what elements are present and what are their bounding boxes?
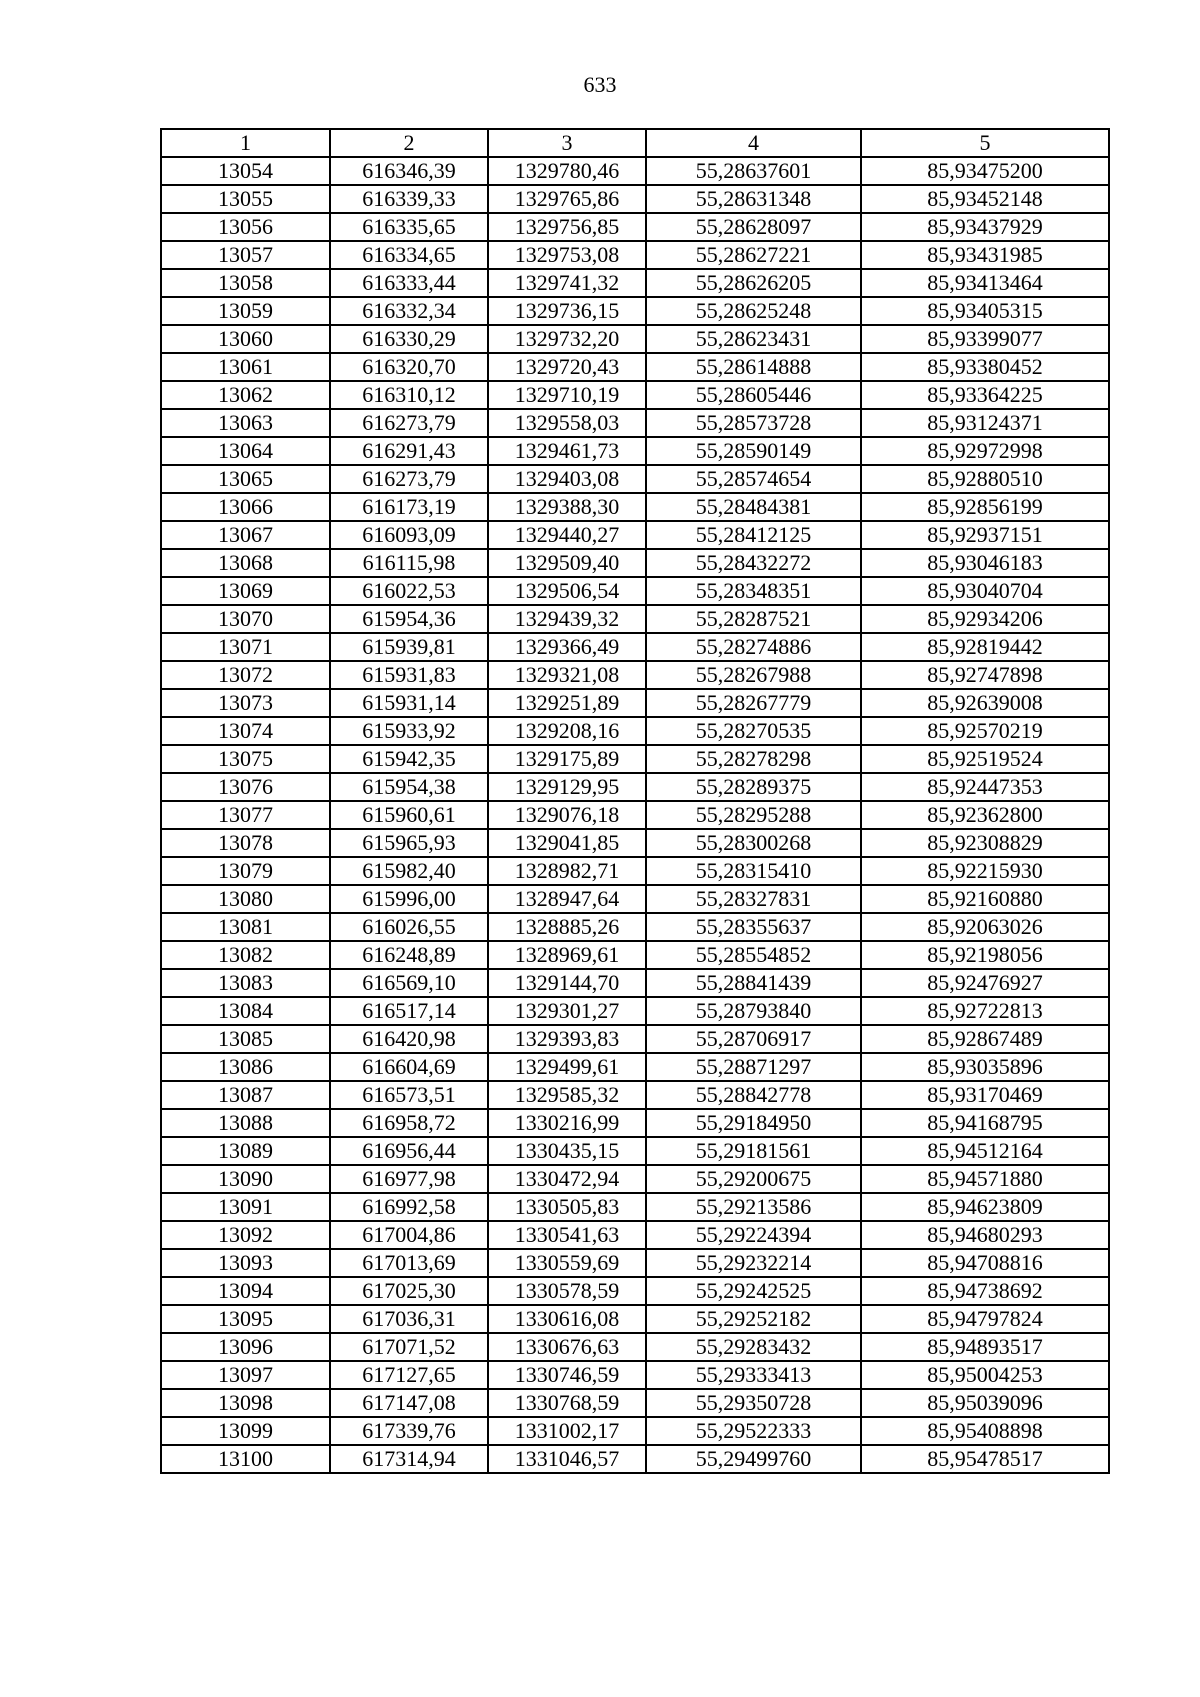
longitude-cell: 85,93399077 bbox=[861, 325, 1109, 353]
point-number-cell: 13075 bbox=[161, 745, 330, 773]
longitude-cell: 85,92722813 bbox=[861, 997, 1109, 1025]
table-row bbox=[161, 1333, 1109, 1361]
latitude-cell: 55,28289375 bbox=[646, 773, 861, 801]
y-coordinate-cell: 1329780,46 bbox=[488, 157, 646, 185]
y-coordinate-cell: 1329585,32 bbox=[488, 1081, 646, 1109]
y-coordinate-cell: 1329175,89 bbox=[488, 745, 646, 773]
x-coordinate-cell: 616330,29 bbox=[330, 325, 488, 353]
y-coordinate-cell: 1329710,19 bbox=[488, 381, 646, 409]
longitude-cell: 85,94168795 bbox=[861, 1109, 1109, 1137]
x-coordinate-cell: 616420,98 bbox=[330, 1025, 488, 1053]
y-coordinate-cell: 1329393,83 bbox=[488, 1025, 646, 1053]
latitude-cell: 55,28270535 bbox=[646, 717, 861, 745]
latitude-cell: 55,28315410 bbox=[646, 857, 861, 885]
point-number-cell: 13074 bbox=[161, 717, 330, 745]
y-coordinate-cell: 1329558,03 bbox=[488, 409, 646, 437]
y-coordinate-cell: 1330505,83 bbox=[488, 1193, 646, 1221]
latitude-cell: 55,29283432 bbox=[646, 1333, 861, 1361]
x-coordinate-cell: 616977,98 bbox=[330, 1165, 488, 1193]
latitude-cell: 55,29252182 bbox=[646, 1305, 861, 1333]
point-number-cell: 13100 bbox=[161, 1445, 330, 1473]
latitude-cell: 55,28573728 bbox=[646, 409, 861, 437]
longitude-cell: 85,94738692 bbox=[861, 1277, 1109, 1305]
table-row bbox=[161, 829, 1109, 857]
table-row bbox=[161, 353, 1109, 381]
x-coordinate-cell: 615954,38 bbox=[330, 773, 488, 801]
x-coordinate-cell: 615965,93 bbox=[330, 829, 488, 857]
x-coordinate-cell: 616573,51 bbox=[330, 1081, 488, 1109]
longitude-cell: 85,93475200 bbox=[861, 157, 1109, 185]
column-header-2: 2 bbox=[330, 129, 488, 157]
longitude-cell: 85,93405315 bbox=[861, 297, 1109, 325]
table-row bbox=[161, 437, 1109, 465]
y-coordinate-cell: 1329461,73 bbox=[488, 437, 646, 465]
latitude-cell: 55,28574654 bbox=[646, 465, 861, 493]
point-number-cell: 13063 bbox=[161, 409, 330, 437]
x-coordinate-cell: 617036,31 bbox=[330, 1305, 488, 1333]
table-row bbox=[161, 717, 1109, 745]
point-number-cell: 13073 bbox=[161, 689, 330, 717]
longitude-cell: 85,92362800 bbox=[861, 801, 1109, 829]
latitude-cell: 55,29350728 bbox=[646, 1389, 861, 1417]
longitude-cell: 85,95478517 bbox=[861, 1445, 1109, 1473]
y-coordinate-cell: 1330541,63 bbox=[488, 1221, 646, 1249]
x-coordinate-cell: 616026,55 bbox=[330, 913, 488, 941]
latitude-cell: 55,28412125 bbox=[646, 521, 861, 549]
y-coordinate-cell: 1329499,61 bbox=[488, 1053, 646, 1081]
table-row bbox=[161, 549, 1109, 577]
point-number-cell: 13085 bbox=[161, 1025, 330, 1053]
y-coordinate-cell: 1329041,85 bbox=[488, 829, 646, 857]
longitude-cell: 85,94512164 bbox=[861, 1137, 1109, 1165]
point-number-cell: 13058 bbox=[161, 269, 330, 297]
latitude-cell: 55,29200675 bbox=[646, 1165, 861, 1193]
point-number-cell: 13076 bbox=[161, 773, 330, 801]
point-number-cell: 13082 bbox=[161, 941, 330, 969]
longitude-cell: 85,94708816 bbox=[861, 1249, 1109, 1277]
x-coordinate-cell: 617025,30 bbox=[330, 1277, 488, 1305]
latitude-cell: 55,28871297 bbox=[646, 1053, 861, 1081]
x-coordinate-cell: 615933,92 bbox=[330, 717, 488, 745]
longitude-cell: 85,92519524 bbox=[861, 745, 1109, 773]
y-coordinate-cell: 1329741,32 bbox=[488, 269, 646, 297]
longitude-cell: 85,92198056 bbox=[861, 941, 1109, 969]
x-coordinate-cell: 616310,12 bbox=[330, 381, 488, 409]
y-coordinate-cell: 1329208,16 bbox=[488, 717, 646, 745]
table-row bbox=[161, 1025, 1109, 1053]
latitude-cell: 55,28627221 bbox=[646, 241, 861, 269]
y-coordinate-cell: 1330559,69 bbox=[488, 1249, 646, 1277]
x-coordinate-cell: 616569,10 bbox=[330, 969, 488, 997]
latitude-cell: 55,29184950 bbox=[646, 1109, 861, 1137]
latitude-cell: 55,28432272 bbox=[646, 549, 861, 577]
point-number-cell: 13068 bbox=[161, 549, 330, 577]
x-coordinate-cell: 616093,09 bbox=[330, 521, 488, 549]
point-number-cell: 13057 bbox=[161, 241, 330, 269]
x-coordinate-cell: 616115,98 bbox=[330, 549, 488, 577]
point-number-cell: 13078 bbox=[161, 829, 330, 857]
longitude-cell: 85,92215930 bbox=[861, 857, 1109, 885]
longitude-cell: 85,92867489 bbox=[861, 1025, 1109, 1053]
point-number-cell: 13065 bbox=[161, 465, 330, 493]
table-row bbox=[161, 1109, 1109, 1137]
table-row bbox=[161, 773, 1109, 801]
point-number-cell: 13059 bbox=[161, 297, 330, 325]
x-coordinate-cell: 615931,83 bbox=[330, 661, 488, 689]
x-coordinate-cell: 617004,86 bbox=[330, 1221, 488, 1249]
x-coordinate-cell: 615954,36 bbox=[330, 605, 488, 633]
y-coordinate-cell: 1329736,15 bbox=[488, 297, 646, 325]
latitude-cell: 55,28287521 bbox=[646, 605, 861, 633]
x-coordinate-cell: 616273,79 bbox=[330, 409, 488, 437]
y-coordinate-cell: 1330216,99 bbox=[488, 1109, 646, 1137]
longitude-cell: 85,94571880 bbox=[861, 1165, 1109, 1193]
latitude-cell: 55,28348351 bbox=[646, 577, 861, 605]
x-coordinate-cell: 616173,19 bbox=[330, 493, 488, 521]
table-row bbox=[161, 1221, 1109, 1249]
table-row bbox=[161, 1249, 1109, 1277]
point-number-cell: 13094 bbox=[161, 1277, 330, 1305]
y-coordinate-cell: 1329301,27 bbox=[488, 997, 646, 1025]
longitude-cell: 85,92063026 bbox=[861, 913, 1109, 941]
x-coordinate-cell: 616248,89 bbox=[330, 941, 488, 969]
y-coordinate-cell: 1329732,20 bbox=[488, 325, 646, 353]
longitude-cell: 85,94680293 bbox=[861, 1221, 1109, 1249]
y-coordinate-cell: 1329129,95 bbox=[488, 773, 646, 801]
x-coordinate-cell: 616022,53 bbox=[330, 577, 488, 605]
latitude-cell: 55,28355637 bbox=[646, 913, 861, 941]
latitude-cell: 55,29232214 bbox=[646, 1249, 861, 1277]
latitude-cell: 55,28300268 bbox=[646, 829, 861, 857]
latitude-cell: 55,28625248 bbox=[646, 297, 861, 325]
table-row bbox=[161, 857, 1109, 885]
latitude-cell: 55,28274886 bbox=[646, 633, 861, 661]
x-coordinate-cell: 616517,14 bbox=[330, 997, 488, 1025]
point-number-cell: 13054 bbox=[161, 157, 330, 185]
column-header-5: 5 bbox=[861, 129, 1109, 157]
point-number-cell: 13079 bbox=[161, 857, 330, 885]
point-number-cell: 13097 bbox=[161, 1361, 330, 1389]
y-coordinate-cell: 1329388,30 bbox=[488, 493, 646, 521]
table-row bbox=[161, 1277, 1109, 1305]
latitude-cell: 55,28706917 bbox=[646, 1025, 861, 1053]
latitude-cell: 55,28327831 bbox=[646, 885, 861, 913]
table-row bbox=[161, 745, 1109, 773]
x-coordinate-cell: 616992,58 bbox=[330, 1193, 488, 1221]
x-coordinate-cell: 617339,76 bbox=[330, 1417, 488, 1445]
longitude-cell: 85,92639008 bbox=[861, 689, 1109, 717]
x-coordinate-cell: 616958,72 bbox=[330, 1109, 488, 1137]
point-number-cell: 13090 bbox=[161, 1165, 330, 1193]
point-number-cell: 13091 bbox=[161, 1193, 330, 1221]
longitude-cell: 85,92937151 bbox=[861, 521, 1109, 549]
table-row bbox=[161, 1165, 1109, 1193]
table-row bbox=[161, 1193, 1109, 1221]
longitude-cell: 85,93035896 bbox=[861, 1053, 1109, 1081]
table-row bbox=[161, 1081, 1109, 1109]
longitude-cell: 85,92308829 bbox=[861, 829, 1109, 857]
table-row bbox=[161, 1445, 1109, 1473]
longitude-cell: 85,92476927 bbox=[861, 969, 1109, 997]
y-coordinate-cell: 1331046,57 bbox=[488, 1445, 646, 1473]
longitude-cell: 85,93380452 bbox=[861, 353, 1109, 381]
y-coordinate-cell: 1330768,59 bbox=[488, 1389, 646, 1417]
x-coordinate-cell: 615942,35 bbox=[330, 745, 488, 773]
longitude-cell: 85,92570219 bbox=[861, 717, 1109, 745]
longitude-cell: 85,93413464 bbox=[861, 269, 1109, 297]
longitude-cell: 85,92160880 bbox=[861, 885, 1109, 913]
latitude-cell: 55,29181561 bbox=[646, 1137, 861, 1165]
x-coordinate-cell: 617071,52 bbox=[330, 1333, 488, 1361]
table-row bbox=[161, 213, 1109, 241]
y-coordinate-cell: 1329403,08 bbox=[488, 465, 646, 493]
latitude-cell: 55,28590149 bbox=[646, 437, 861, 465]
y-coordinate-cell: 1329321,08 bbox=[488, 661, 646, 689]
y-coordinate-cell: 1330578,59 bbox=[488, 1277, 646, 1305]
table-row bbox=[161, 885, 1109, 913]
y-coordinate-cell: 1329366,49 bbox=[488, 633, 646, 661]
x-coordinate-cell: 616291,43 bbox=[330, 437, 488, 465]
latitude-cell: 55,28295288 bbox=[646, 801, 861, 829]
table-row bbox=[161, 1361, 1109, 1389]
latitude-cell: 55,28614888 bbox=[646, 353, 861, 381]
x-coordinate-cell: 616334,65 bbox=[330, 241, 488, 269]
longitude-cell: 85,92934206 bbox=[861, 605, 1109, 633]
table-row bbox=[161, 521, 1109, 549]
latitude-cell: 55,28267779 bbox=[646, 689, 861, 717]
x-coordinate-cell: 615996,00 bbox=[330, 885, 488, 913]
table-row bbox=[161, 577, 1109, 605]
point-number-cell: 13080 bbox=[161, 885, 330, 913]
table-row bbox=[161, 941, 1109, 969]
longitude-cell: 85,92880510 bbox=[861, 465, 1109, 493]
point-number-cell: 13088 bbox=[161, 1109, 330, 1137]
point-number-cell: 13055 bbox=[161, 185, 330, 213]
y-coordinate-cell: 1329756,85 bbox=[488, 213, 646, 241]
point-number-cell: 13056 bbox=[161, 213, 330, 241]
y-coordinate-cell: 1328947,64 bbox=[488, 885, 646, 913]
longitude-cell: 85,92972998 bbox=[861, 437, 1109, 465]
column-header-4: 4 bbox=[646, 129, 861, 157]
point-number-cell: 13061 bbox=[161, 353, 330, 381]
table-row bbox=[161, 1137, 1109, 1165]
x-coordinate-cell: 617013,69 bbox=[330, 1249, 488, 1277]
point-number-cell: 13095 bbox=[161, 1305, 330, 1333]
table-row bbox=[161, 913, 1109, 941]
column-header-1: 1 bbox=[161, 129, 330, 157]
point-number-cell: 13067 bbox=[161, 521, 330, 549]
point-number-cell: 13072 bbox=[161, 661, 330, 689]
table-row bbox=[161, 969, 1109, 997]
latitude-cell: 55,28484381 bbox=[646, 493, 861, 521]
latitude-cell: 55,28631348 bbox=[646, 185, 861, 213]
longitude-cell: 85,93452148 bbox=[861, 185, 1109, 213]
point-number-cell: 13084 bbox=[161, 997, 330, 1025]
longitude-cell: 85,94797824 bbox=[861, 1305, 1109, 1333]
table-row bbox=[161, 1417, 1109, 1445]
y-coordinate-cell: 1329765,86 bbox=[488, 185, 646, 213]
latitude-cell: 55,28623431 bbox=[646, 325, 861, 353]
table-row bbox=[161, 325, 1109, 353]
table-row bbox=[161, 1305, 1109, 1333]
longitude-cell: 85,92447353 bbox=[861, 773, 1109, 801]
column-header-3: 3 bbox=[488, 129, 646, 157]
latitude-cell: 55,28605446 bbox=[646, 381, 861, 409]
point-number-cell: 13086 bbox=[161, 1053, 330, 1081]
latitude-cell: 55,29242525 bbox=[646, 1277, 861, 1305]
x-coordinate-cell: 616346,39 bbox=[330, 157, 488, 185]
table-row bbox=[161, 605, 1109, 633]
x-coordinate-cell: 616956,44 bbox=[330, 1137, 488, 1165]
y-coordinate-cell: 1329251,89 bbox=[488, 689, 646, 717]
point-number-cell: 13069 bbox=[161, 577, 330, 605]
latitude-cell: 55,29213586 bbox=[646, 1193, 861, 1221]
longitude-cell: 85,94893517 bbox=[861, 1333, 1109, 1361]
table-row bbox=[161, 465, 1109, 493]
longitude-cell: 85,92819442 bbox=[861, 633, 1109, 661]
point-number-cell: 13096 bbox=[161, 1333, 330, 1361]
x-coordinate-cell: 616604,69 bbox=[330, 1053, 488, 1081]
latitude-cell: 55,28793840 bbox=[646, 997, 861, 1025]
point-number-cell: 13087 bbox=[161, 1081, 330, 1109]
x-coordinate-cell: 616320,70 bbox=[330, 353, 488, 381]
latitude-cell: 55,28267988 bbox=[646, 661, 861, 689]
latitude-cell: 55,28842778 bbox=[646, 1081, 861, 1109]
latitude-cell: 55,29499760 bbox=[646, 1445, 861, 1473]
y-coordinate-cell: 1328982,71 bbox=[488, 857, 646, 885]
latitude-cell: 55,28637601 bbox=[646, 157, 861, 185]
longitude-cell: 85,92856199 bbox=[861, 493, 1109, 521]
point-number-cell: 13071 bbox=[161, 633, 330, 661]
table-row bbox=[161, 801, 1109, 829]
point-number-cell: 13062 bbox=[161, 381, 330, 409]
latitude-cell: 55,28626205 bbox=[646, 269, 861, 297]
x-coordinate-cell: 616335,65 bbox=[330, 213, 488, 241]
latitude-cell: 55,28628097 bbox=[646, 213, 861, 241]
y-coordinate-cell: 1330435,15 bbox=[488, 1137, 646, 1165]
coordinates-table bbox=[160, 128, 1110, 1474]
point-number-cell: 13093 bbox=[161, 1249, 330, 1277]
table-row bbox=[161, 997, 1109, 1025]
table-row bbox=[161, 493, 1109, 521]
point-number-cell: 13089 bbox=[161, 1137, 330, 1165]
table-row bbox=[161, 185, 1109, 213]
table-body bbox=[161, 157, 1109, 1473]
table-row bbox=[161, 689, 1109, 717]
header-row bbox=[161, 129, 1109, 157]
point-number-cell: 13070 bbox=[161, 605, 330, 633]
y-coordinate-cell: 1329753,08 bbox=[488, 241, 646, 269]
table-row bbox=[161, 633, 1109, 661]
table-row bbox=[161, 241, 1109, 269]
point-number-cell: 13083 bbox=[161, 969, 330, 997]
y-coordinate-cell: 1331002,17 bbox=[488, 1417, 646, 1445]
table-row bbox=[161, 409, 1109, 437]
y-coordinate-cell: 1329076,18 bbox=[488, 801, 646, 829]
y-coordinate-cell: 1329720,43 bbox=[488, 353, 646, 381]
longitude-cell: 85,93170469 bbox=[861, 1081, 1109, 1109]
x-coordinate-cell: 615939,81 bbox=[330, 633, 488, 661]
table-row bbox=[161, 297, 1109, 325]
latitude-cell: 55,29333413 bbox=[646, 1361, 861, 1389]
point-number-cell: 13064 bbox=[161, 437, 330, 465]
longitude-cell: 85,93437929 bbox=[861, 213, 1109, 241]
longitude-cell: 85,93124371 bbox=[861, 409, 1109, 437]
point-number-cell: 13060 bbox=[161, 325, 330, 353]
longitude-cell: 85,93431985 bbox=[861, 241, 1109, 269]
table-header bbox=[161, 129, 1109, 157]
x-coordinate-cell: 615931,14 bbox=[330, 689, 488, 717]
longitude-cell: 85,93364225 bbox=[861, 381, 1109, 409]
y-coordinate-cell: 1328969,61 bbox=[488, 941, 646, 969]
longitude-cell: 85,92747898 bbox=[861, 661, 1109, 689]
x-coordinate-cell: 616339,33 bbox=[330, 185, 488, 213]
latitude-cell: 55,29522333 bbox=[646, 1417, 861, 1445]
point-number-cell: 13066 bbox=[161, 493, 330, 521]
y-coordinate-cell: 1329440,27 bbox=[488, 521, 646, 549]
table-row bbox=[161, 157, 1109, 185]
y-coordinate-cell: 1329144,70 bbox=[488, 969, 646, 997]
y-coordinate-cell: 1328885,26 bbox=[488, 913, 646, 941]
table-row bbox=[161, 1389, 1109, 1417]
x-coordinate-cell: 616333,44 bbox=[330, 269, 488, 297]
longitude-cell: 85,94623809 bbox=[861, 1193, 1109, 1221]
point-number-cell: 13077 bbox=[161, 801, 330, 829]
table-row bbox=[161, 381, 1109, 409]
latitude-cell: 55,28278298 bbox=[646, 745, 861, 773]
x-coordinate-cell: 615982,40 bbox=[330, 857, 488, 885]
x-coordinate-cell: 616332,34 bbox=[330, 297, 488, 325]
x-coordinate-cell: 617147,08 bbox=[330, 1389, 488, 1417]
table-row bbox=[161, 269, 1109, 297]
x-coordinate-cell: 617314,94 bbox=[330, 1445, 488, 1473]
longitude-cell: 85,93046183 bbox=[861, 549, 1109, 577]
point-number-cell: 13099 bbox=[161, 1417, 330, 1445]
point-number-cell: 13098 bbox=[161, 1389, 330, 1417]
x-coordinate-cell: 617127,65 bbox=[330, 1361, 488, 1389]
longitude-cell: 85,95004253 bbox=[861, 1361, 1109, 1389]
y-coordinate-cell: 1330676,63 bbox=[488, 1333, 646, 1361]
y-coordinate-cell: 1329509,40 bbox=[488, 549, 646, 577]
point-number-cell: 13081 bbox=[161, 913, 330, 941]
latitude-cell: 55,28554852 bbox=[646, 941, 861, 969]
y-coordinate-cell: 1329506,54 bbox=[488, 577, 646, 605]
x-coordinate-cell: 615960,61 bbox=[330, 801, 488, 829]
table-row bbox=[161, 1053, 1109, 1081]
page-number: 633 bbox=[583, 72, 617, 97]
y-coordinate-cell: 1329439,32 bbox=[488, 605, 646, 633]
x-coordinate-cell: 616273,79 bbox=[330, 465, 488, 493]
longitude-cell: 85,95039096 bbox=[861, 1389, 1109, 1417]
latitude-cell: 55,28841439 bbox=[646, 969, 861, 997]
table-row bbox=[161, 661, 1109, 689]
point-number-cell: 13092 bbox=[161, 1221, 330, 1249]
y-coordinate-cell: 1330746,59 bbox=[488, 1361, 646, 1389]
y-coordinate-cell: 1330472,94 bbox=[488, 1165, 646, 1193]
latitude-cell: 55,29224394 bbox=[646, 1221, 861, 1249]
longitude-cell: 85,95408898 bbox=[861, 1417, 1109, 1445]
y-coordinate-cell: 1330616,08 bbox=[488, 1305, 646, 1333]
longitude-cell: 85,93040704 bbox=[861, 577, 1109, 605]
